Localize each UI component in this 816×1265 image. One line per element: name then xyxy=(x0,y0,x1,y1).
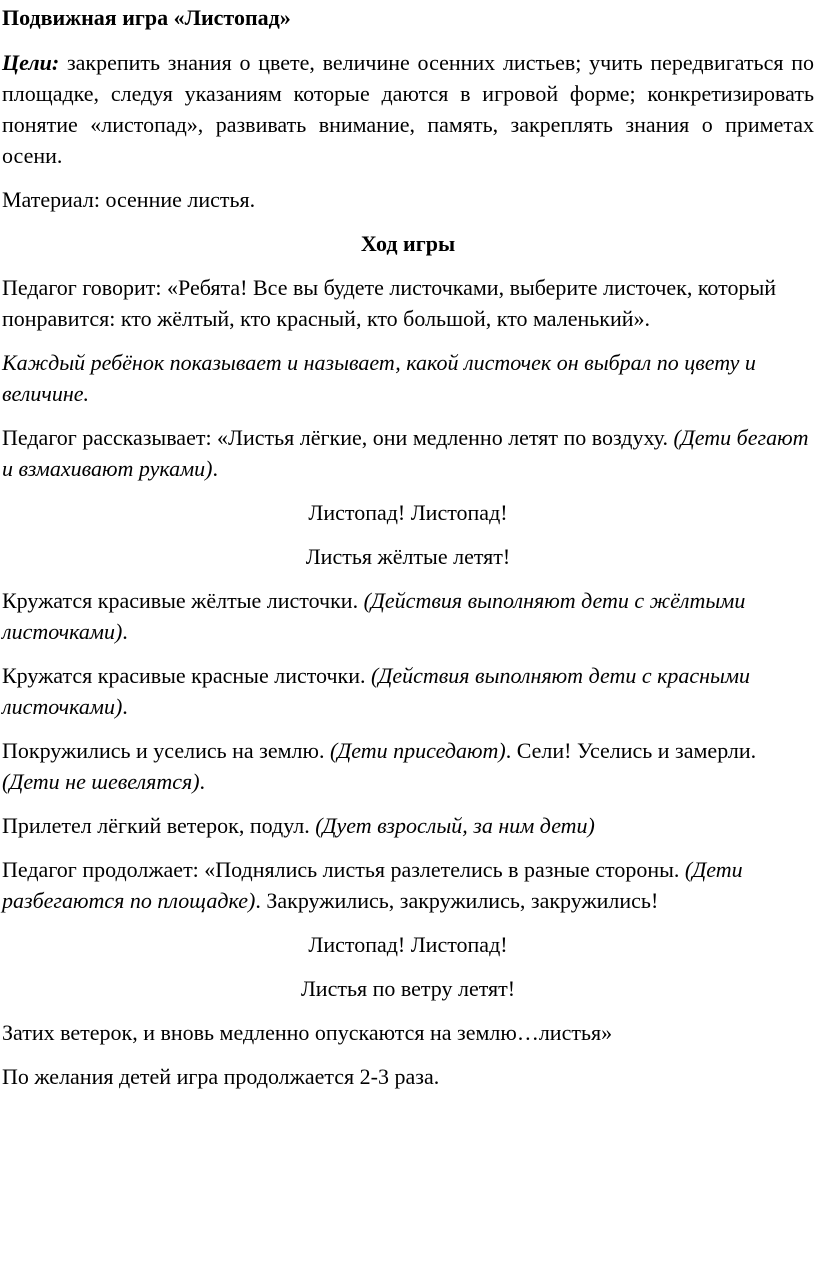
p8-italic: (Дети разбегаются по площадке) xyxy=(2,857,743,913)
p6-text1: Покружились и уселись на землю. xyxy=(2,738,330,763)
p6-italic2: (Дети не шевелятся) xyxy=(2,769,200,794)
goals-paragraph xyxy=(2,47,814,171)
material-paragraph: Материал: осенние листья. xyxy=(2,187,256,212)
p3-text: Педагог рассказывает: «Листья лёгкие, они медленно летят по воздуху. xyxy=(2,425,674,450)
paragraph-wind-calms: Затих ветерок, и вновь медленно опускаются на землю…листья» xyxy=(2,1020,613,1045)
p7-text: Прилетел лёгкий ветерок, подул. xyxy=(2,813,316,838)
verse2-line2: Листья по ветру летят! xyxy=(300,976,516,1001)
paragraph-child-shows: Каждый ребёнок показывает и называет, какой листочек он выбрал по цвету и величине. xyxy=(2,350,756,406)
p3-end: . xyxy=(212,456,218,481)
paragraph-breeze xyxy=(2,810,814,841)
paragraph-red-leaves xyxy=(2,660,814,722)
goals-label: Цели: xyxy=(2,50,60,75)
paragraph-repeat: По желания детей игра продолжается 2-3 раза. xyxy=(2,1064,440,1089)
p5-italic: (Действия выполняют дети с красными листочками) xyxy=(2,663,750,719)
p5-text: Кружатся красивые красные листочки. xyxy=(2,663,372,688)
section-heading: Ход игры xyxy=(360,231,456,256)
verse1-line1: Листопад! Листопад! xyxy=(308,500,508,525)
document-title: Подвижная игра «Листопад» xyxy=(2,5,291,30)
p5-end: . xyxy=(122,694,128,719)
p6-text2: . Сели! Уселись и замерли. xyxy=(505,738,757,763)
verse2-line1: Листопад! Листопад! xyxy=(308,932,508,957)
p3-italic: (Дети бегают и взмахивают руками) xyxy=(2,425,809,481)
paragraph-yellow-leaves xyxy=(2,585,814,647)
p6-italic1: (Дети приседают) xyxy=(329,738,506,763)
p6-end: . xyxy=(199,769,206,794)
p4-italic: (Действия выполняют дети с жёлтыми листочками) xyxy=(2,588,746,644)
p8-text: Педагог продолжает: «Поднялись листья разлетелись в разные стороны. xyxy=(2,857,685,882)
p4-text: Кружатся красивые жёлтые листочки. xyxy=(2,588,364,613)
paragraph-teacher-says: Педагог говорит: «Ребята! Все вы будете листочками, выберите листочек, который понравится: кто жёлтый, кто красный, кто большой, кто маленький». xyxy=(2,275,777,331)
p8-end: . Закружились, закружились, закружились! xyxy=(255,888,659,913)
paragraph-teacher-tells xyxy=(2,422,814,484)
p4-end: . xyxy=(122,619,128,644)
verse1-line2: Листья жёлтые летят! xyxy=(305,544,511,569)
paragraph-sit-down xyxy=(2,735,814,797)
goals-text: закрепить знания о цвете, величине осенних листьев; учить передвигаться по площадке, следуя указаниям которые даются в игровой форме; конкретизировать понятие «листопад», развивать внимание, память, закреплять знания о приметах осени. xyxy=(2,50,814,168)
paragraph-teacher-continues xyxy=(2,854,814,916)
p7-italic: (Дует взрослый, за ним дети) xyxy=(315,813,595,838)
